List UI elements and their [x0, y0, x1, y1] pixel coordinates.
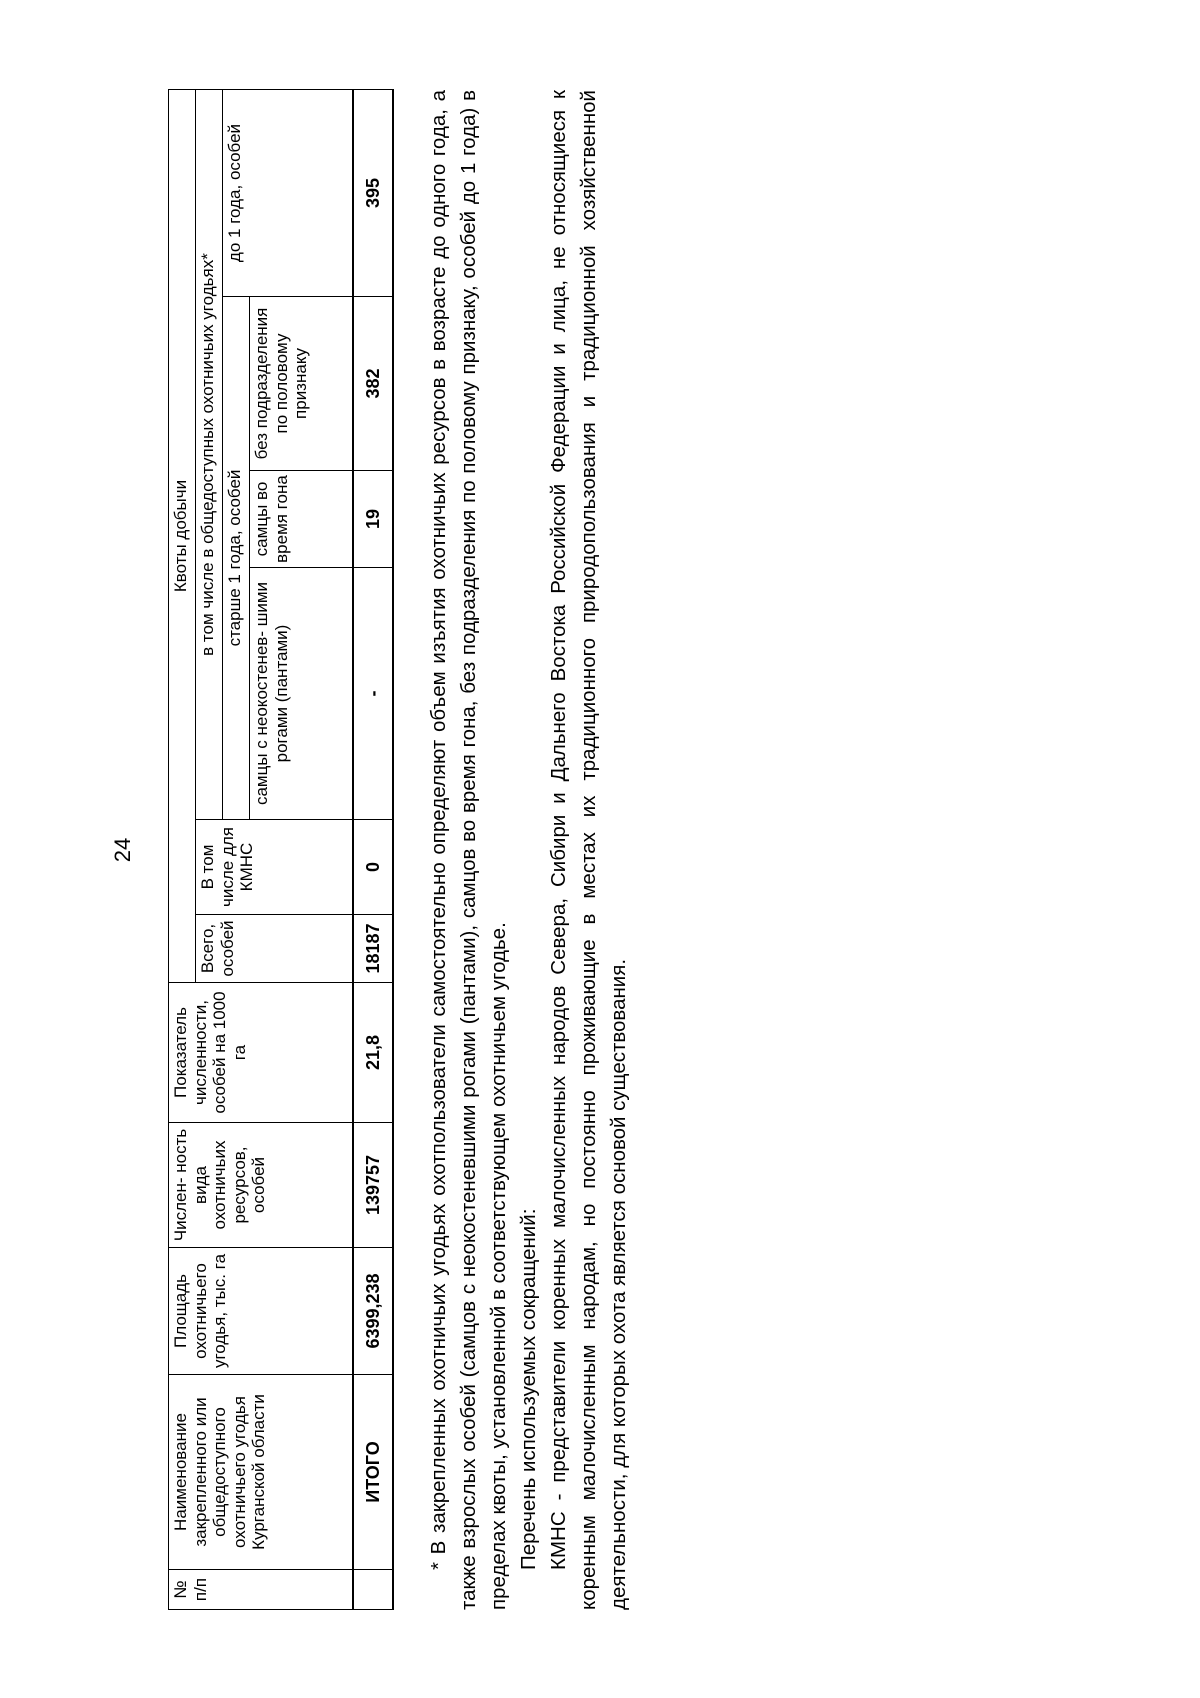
cell-num: [353, 1570, 393, 1610]
cell-density: 21,8: [353, 983, 393, 1123]
cell-males-antlers: -: [353, 568, 393, 820]
header-males-antlers: самцы с неокостенев- шими рогами (пантами): [250, 568, 354, 820]
rotated-content: [110, 90, 868, 1610]
cell-total: 18187: [353, 915, 393, 983]
page-number: 24: [110, 837, 135, 863]
header-over-1-year: старше 1 года, особей: [223, 297, 250, 820]
cell-population: 139757: [353, 1123, 393, 1248]
cell-males-rut: 19: [353, 471, 393, 568]
quota-table: [168, 89, 394, 1610]
header-density: Показатель численности, особей на 1000 га: [169, 983, 354, 1123]
header-name: Наименование закрепленного или общедоступного охотничьего угодья Курганской области: [169, 1375, 354, 1570]
kmns-definition: КМНС - представители коренных малочисленных народов Севера, Сибири и Дальнего Востока Российской Федерации и лица, не относящиеся к коренным малочисленным народам, но постоянно проживающие в местах их традиционного природопользования и традиционной хозяйственной деятельности, для которых охота является основой существования.: [547, 90, 630, 1610]
header-public-lands: в том числе в общедоступных охотничьих угодьях*: [196, 90, 223, 820]
cell-kmns: 0: [353, 820, 393, 915]
header-kmns: В том числе для КМНС: [196, 820, 354, 915]
header-quota-group: Квоты добычи: [169, 90, 196, 983]
header-under-1-year: до 1 года, особей: [223, 90, 354, 297]
header-area: Площадь охотничьего угодья, тыс. га: [169, 1248, 354, 1375]
header-no-sex-division: без подразделения по половому признаку: [250, 297, 354, 471]
table-row-total: [353, 90, 393, 1610]
notes: [424, 90, 634, 1610]
footnote-text: * В закрепленных охотничьих угодьях охотпользователи самостоятельно определяют объем изъятия охотничьих ресурсов в возрасте до одного года, а также взрослых особей (самцов с неокостеневшими рогами (пантами), самцов во время гона, без подразделения по половому признаку, особей до 1 года) в пределах квоты, установленной в соответствующем охотничьем угодье.: [427, 90, 510, 1610]
cell-area: 6399,238: [353, 1248, 393, 1375]
header-population: Числен- ность вида охотничьих ресурсов, особей: [169, 1123, 354, 1248]
header-total: Всего, особей: [196, 915, 354, 983]
header-num: № п/п: [169, 1570, 354, 1610]
cell-no-sex-division: 382: [353, 297, 393, 471]
abbreviations-heading: Перечень используемых сокращений:: [517, 1208, 540, 1570]
header-males-rut: самцы во время гона: [250, 471, 354, 568]
cell-under-1-year: 395: [353, 90, 393, 297]
cell-name: ИТОГО: [353, 1375, 393, 1570]
